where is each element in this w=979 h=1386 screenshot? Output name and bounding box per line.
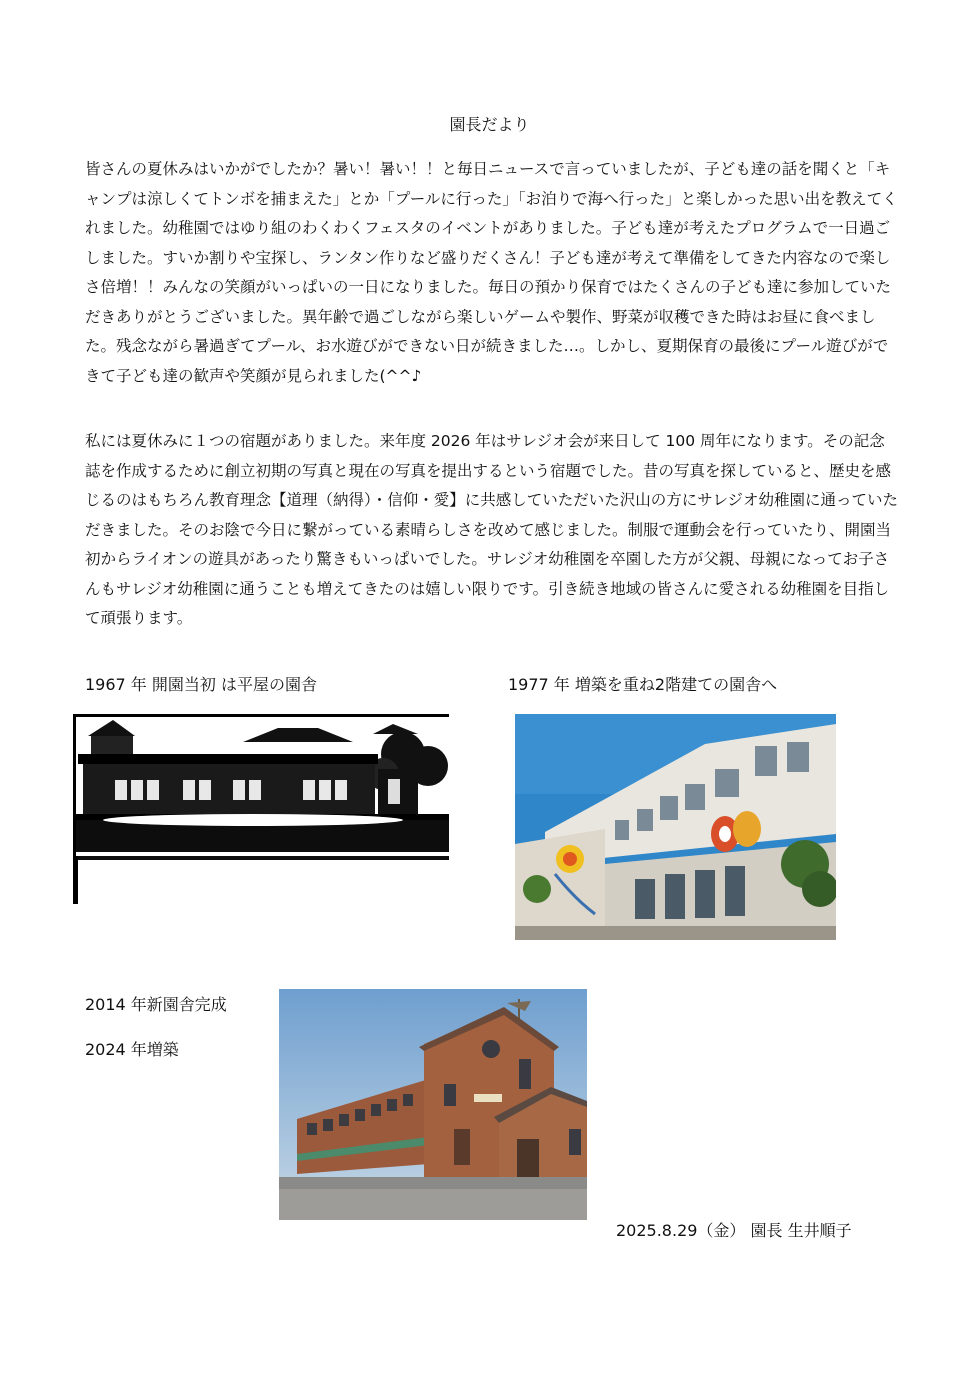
caption-2014: 2014 年新園舎完成 [85,995,227,1014]
caption-2024: 2024 年増築 [85,1040,179,1059]
page-title: 園長だより [449,115,530,134]
caption-1967: 1967 年 開園当初 は平屋の園舎 [85,675,317,694]
caption-1977: 1977 年 増築を重ね2階建ての園舎へ [508,675,778,694]
paragraph-anniversary: 私には夏休みに１つの宿題がありました。来年度 2026 年はサレジオ会が来日して 100 周年になります。その記念誌を作成するために創立初期の写真と現在の写真を提出するという宿題でした。昔の写真を探していると、歴史を感じるのはもちろん教育理念【道理（納得）・信仰・愛】に共感していただいた沢山の方にサレジオ幼稚園に通っていただきました。そのお陰で今日に繋がっている素晴らしさを改めて感じました。制服で運動会を行っていたり、開園当初からライオンの遊具があったり驚きもいっぱいでした。サレジオ幼稚園を卒園した方が父親、母親になってお子さんもサレジオ幼稚園に通うことも増えてきたのは嬉しい限りです。引き続き地域の皆さんに愛される幼稚園を目指して頑張ります。 [85,432,899,627]
paragraph-summer-report: 皆さんの夏休みはいかがでしたか？暑い！暑い！！と毎日ニュースで言っていましたが、子ども達の話を聞くと「キャンプは涼しくてトンボを捕まえた」とか「プールに行った」「お泊りで海へ行った」と楽しかった思い出を教えてくれました。幼稚園ではゆり組のわくわくフェスタのイベントがありました。子ども達が考えたプログラムで一日過ごしました。すいか割りや宝探し、ランタン作りなど盛りだくさん！子ども達が考えて準備をしてきた内容なので楽しさ倍増！！みんなの笑顔がいっぱいの一日になりました。毎日の預かり保育ではたくさんの子ども達に参加していただきありがとうございました。異年齢で過ごしながら楽しいゲームや製作、野菜が収穫できた時はお昼に食べました。残念ながら暑過ぎてプール、お水遊びができない日が続きました…。しかし、夏期保育の最後にプール遊びができて子ども達の歓声や笑顔が見られました(^^♪ [85,160,898,385]
photo-1967-building [73,714,449,904]
photo-1977-building [515,714,836,940]
signature: 2025.8.29（金） 園長 生井順子 [616,1221,852,1240]
photo-2014-building [279,989,587,1220]
